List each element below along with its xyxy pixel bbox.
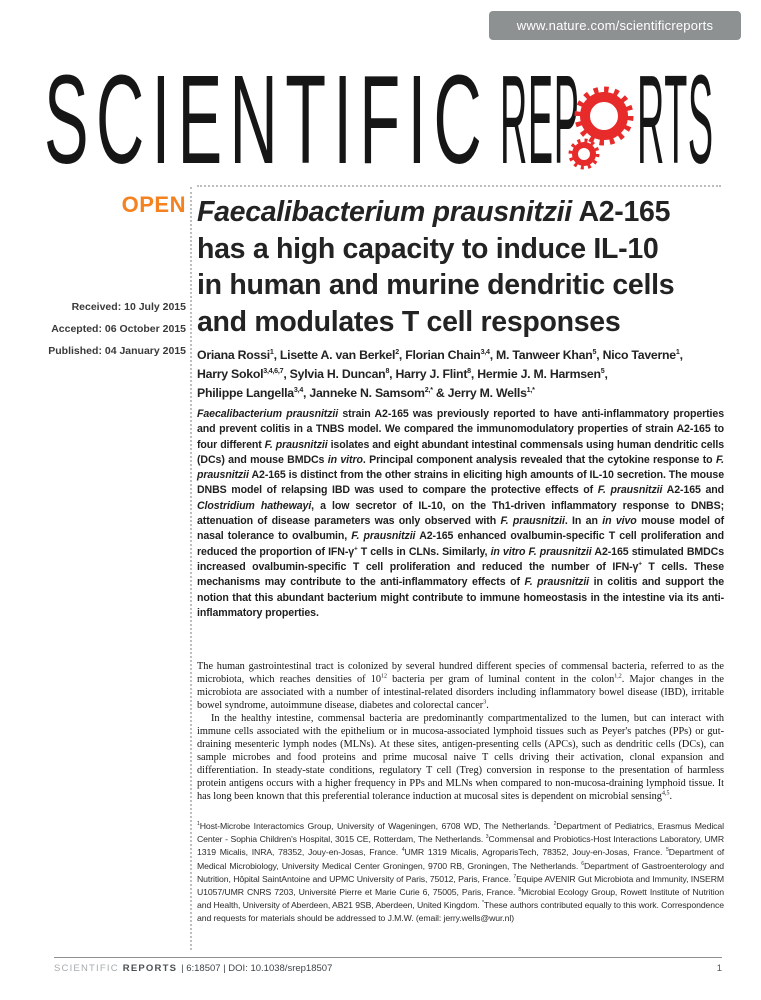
article-title: Faecalibacterium prausnitzii A2-165 has a high capacity to induce IL-10 in human and murine dendritic cells and modulates T cell responses	[197, 196, 675, 338]
logo-word-rts: RTS	[637, 49, 714, 190]
footer-journal-scientific: SCIENTIFIC	[54, 963, 119, 974]
article-dates	[0, 301, 186, 367]
site-url[interactable]: www.nature.com/scientificreports	[516, 18, 714, 33]
site-url-bar	[489, 11, 741, 40]
gear-icon-large	[578, 90, 630, 142]
footer	[0, 951, 761, 1000]
body-paragraph-intro: The human gastrointestinal tract is colonized by several hundred different species of commensal bacteria, referred to as the microbiota, which reaches densities of $10^{12}$ bacteria per gram of luminal content in the colon$^{1,2}$. Major changes in the microbiota are associated with a number of intestinal-related disorders including inflammatory bowel disease (IBD), irritable bowel syndrome, autoimmune disease, diabetes and colorectal cancer$^3$.	[197, 661, 724, 711]
published-date: Published: 04 January 2015	[48, 345, 186, 357]
received-date: Received: 10 July 2015	[71, 301, 186, 313]
accepted-date: Accepted: 06 October 2015	[51, 323, 186, 335]
author-list: Oriana Rossi$^1$, Lisette A. van Berkel$^2$, Florian Chain$^{3,4}$, M. Tanweer Khan$^5$, Nico Taverne$^1$, Harry Sokol$^{3,4,6,7}$, Sylvia H. Duncan$^8$, Harry J. Flint$^8$, Hermie J. M. Harmsen$^5$, Philippe Langella$^{3,4}$, Janneke N. Samsom$^{2,*}$ & Jerry M. Wells$^{1,*}$	[197, 347, 683, 400]
footer-citation	[54, 963, 332, 974]
footer-doi: | 6:18507 | DOI: 10.1038/srep18507	[181, 963, 333, 974]
gears-icon	[564, 84, 636, 178]
footer-rule	[54, 957, 722, 958]
horizontal-dotted-divider	[197, 185, 721, 187]
logo-word-rep: REP	[500, 49, 580, 190]
logo-word-scientific: SCIENTIFIC	[44, 49, 490, 190]
body-paragraph-healthy-intestine: In the healthy intestine, commensal bacteria are predominantly compartmentalized to the lumen, but can interact with immune cells associated with the epithelium or in mucosa-associated lymphoid tissues such as Peyer's patches (PPs) or gut-draining mesenteric lymph nodes (MLNs). At these sites, antigen-presenting cells (APCs), such as dendritic cells (DCs), can sample microbes and food proteins and prime mucosal naive T cells driving their activation, clonal expansion and differentiation. In steady-state conditions, regulatory T cell (Treg) conversion in response to the presentation of harmless protein antigens occurs with a higher frequency in PPs and MLNs when compared to non-mucosa-draining lymphoid tissue. It has long been known that this preferential tolerance induction at mucosal sites is dependent on microbial sensing$^{4,5}$.	[197, 713, 724, 802]
gear-icon-small	[571, 141, 598, 168]
open-access-badge: OPEN	[121, 192, 186, 217]
vertical-dotted-divider	[190, 187, 192, 950]
abstract: Faecalibacterium prausnitzii strain A2-165 was previously reported to have anti-inflammatory properties and prevent colitis in a TNBS model. We compared the immunomodulatory properties of strain A2-165 to four different F. prausnitzii isolates and eight abundant intestinal commensals using human dendritic cells (DCs) and mouse BMDCs in vitro. Principal component analysis revealed that the cytokine response to F. prausnitzii A2-165 is distinct from the other strains in eliciting high amounts of IL-10 secretion. The mouse DNBS model of relapsing IBD was used to compare the protective effects of F. prausnitzii A2-165 and Clostridium hathewayi, a low secretor of IL-10, on the Th1-driven inflammatory response to DNBS; attenuation of disease parameters was only observed with F. prausnitzii. In an in vivo mouse model of nasal tolerance to ovalbumin, F. prausnitzii A2-165 enhanced ovalbumin-specific T cell proliferation and reduced the proportion of IFN-γ+ T cells in CLNs. Similarly, in vitro F. prausnitzii A2-165 stimulated BMDCs increased ovalbumin-specific T cell proliferation and reduced the number of IFN-γ+ T cells. These mechanisms may contribute to the anti-inflammatory effects of F. prausnitzii in colitis and support the notion that this abundant bacterium might contribute to immune homeostasis in the intestine via its anti-inflammatory properties.	[197, 408, 725, 619]
article-body	[197, 660, 724, 803]
footer-journal-reports: REPORTS	[122, 963, 178, 974]
affiliations-footnote: $^1$Host-Microbe Interactomics Group, University of Wageningen, 6708 WD, The Netherlands. $^2$Department of Pediatrics, Erasmus Medical Center - Sophia Children's Hospital, 3015 CE, Rotterdam, The Netherlands. $^3$Commensal and Probiotics-Host Interactions Laboratory, UMR 1319 Micalis, INRA, 78352, Jouy-en-Josas, France. $^4$UMR 1319 Micalis, AgroparisTech, 78352, Jouy-en-Josas, France. $^5$Department of Medical Microbiology, University Medical Center Groningen, 9700 RB, Groningen, The Netherlands. $^6$Department of Gastroenterology and Nutrition, Hôpital SaintAntoine and UPMC University of Paris, 75012, Paris, France. $^7$Equipe AVENIR Gut Microbiota and Immunity, INSERM U1057/UMR CNRS 7203, Université Pierre et Marie Curie 6, 75005, Paris, France. $^8$Microbial Ecology Group, Rowett Institute of Nutrition and Health, University of Aberdeen, AB21 9SB, Aberdeen, United Kingdom. *These authors contributed equally to this work. Correspondence and requests for materials should be addressed to J.M.W. (email: jerry.wells@wur.nl)	[197, 821, 725, 924]
page-number: 1	[716, 963, 722, 974]
